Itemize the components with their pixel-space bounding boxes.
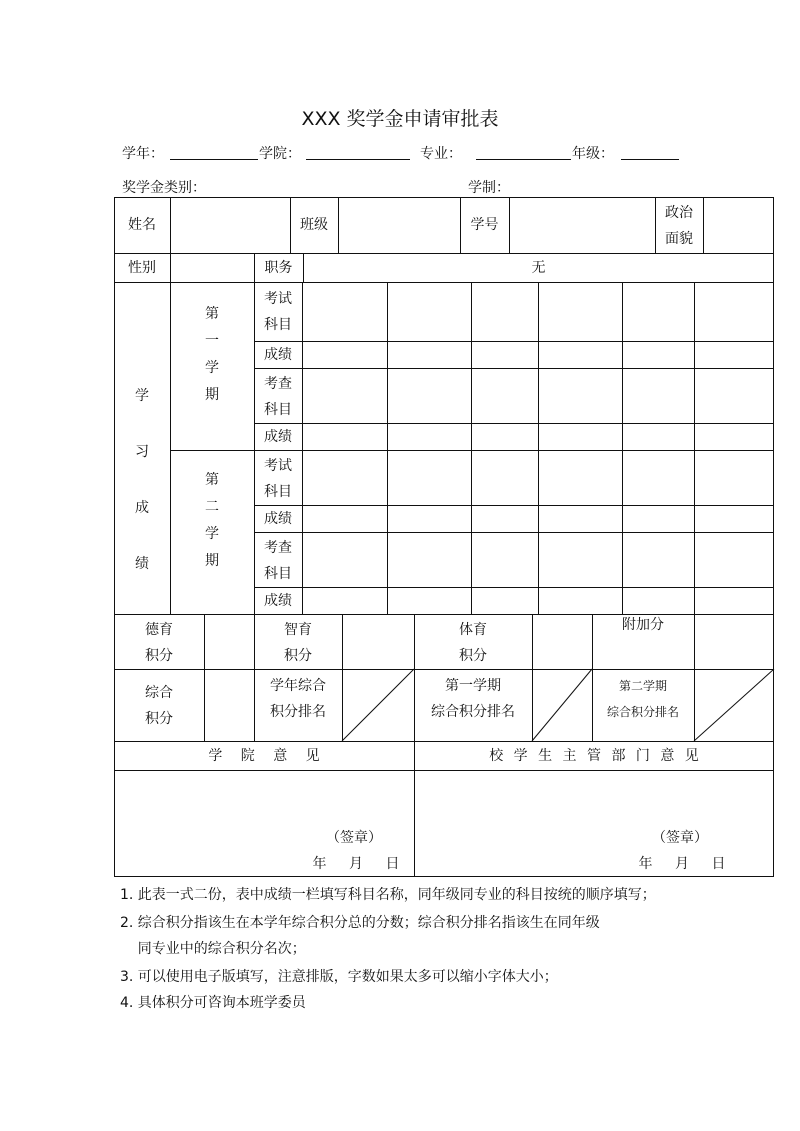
class-label: 班级 xyxy=(300,217,328,233)
note-1: 1. 此表一式二份，表中成绩一栏填写科目名称，同年级同专业的科目按统的顺序填写； xyxy=(120,887,656,903)
intel-points-label-2: 积分 xyxy=(284,648,312,664)
composite-label-1: 综合 xyxy=(145,685,173,701)
semester-1-label: 第 一 学 期 xyxy=(205,306,219,403)
intel-points-label-1: 智育 xyxy=(284,622,312,638)
score-label-2: 成绩 xyxy=(264,429,292,445)
exam-subject-label-2a: 考试 xyxy=(264,458,292,474)
score-label-4: 成绩 xyxy=(264,593,292,609)
check-subject-label-2b: 科目 xyxy=(264,566,292,582)
sem1-rank-label-1: 第一学期 xyxy=(445,678,501,694)
note-3: 3. 可以使用电子版填写，注意排版，字数如果太多可以缩小字体大小； xyxy=(120,969,558,985)
sem2-rank-label-1: 第二学期 xyxy=(618,679,667,693)
sem2-rank-label-2: 综合积分排名 xyxy=(606,705,679,719)
dept-date-label: 年 月 日 xyxy=(638,856,726,872)
sem1-rank-label-2: 综合积分排名 xyxy=(431,704,515,720)
page-title: XXX 奖学金申请审批表 xyxy=(301,108,499,130)
grade-label: 年级： xyxy=(572,146,614,162)
note-2: 2. 综合积分指该生在本学年综合积分总的分数；综合积分排名指该生在同年级 xyxy=(120,915,600,931)
moral-points-label-1: 德育 xyxy=(145,622,173,638)
position-value: 无 xyxy=(531,260,546,276)
major-label: 专业： xyxy=(420,146,462,162)
moral-points-label-2: 积分 xyxy=(145,648,173,664)
study-results-label: 学 习 成 绩 xyxy=(135,388,149,572)
dept-seal-label: （签章） xyxy=(652,830,708,846)
college-date-label: 年 月 日 xyxy=(312,856,400,872)
semester-2-label: 第 二 学 期 xyxy=(205,472,219,569)
college-opinion-label: 学 院 意 见 xyxy=(208,748,320,764)
dept-opinion-label: 校 学 生 主 管 部 门 意 见 xyxy=(489,748,699,764)
student-id-label: 学号 xyxy=(470,217,499,233)
political-label-2: 面貌 xyxy=(665,231,693,247)
extra-points-label: 附加分 xyxy=(622,617,664,633)
schooling-label: 学制： xyxy=(468,180,510,196)
college-seal-label: （签章） xyxy=(326,830,382,846)
score-label-1: 成绩 xyxy=(264,347,292,363)
gender-label: 性别 xyxy=(128,260,156,276)
year-rank-label-1: 学年综合 xyxy=(270,678,326,694)
name-label: 姓名 xyxy=(128,217,156,233)
exam-subject-label-2b: 科目 xyxy=(264,484,292,500)
pe-points-label-1: 体育 xyxy=(459,622,487,638)
check-subject-label-2a: 考查 xyxy=(264,540,292,556)
year-label: 学年： xyxy=(122,146,164,162)
check-subject-label-1a: 考查 xyxy=(264,376,292,392)
note-2-continued: 同专业中的综合积分名次； xyxy=(120,941,306,957)
scholarship-type-label: 奖学金类别： xyxy=(122,180,206,196)
position-label: 职务 xyxy=(264,260,293,276)
political-label-1: 政治 xyxy=(665,205,693,221)
exam-subject-label-1a: 考试 xyxy=(264,291,292,307)
year-rank-label-2: 积分排名 xyxy=(270,704,326,720)
college-label: 学院： xyxy=(259,146,301,162)
exam-subject-label-1b: 科目 xyxy=(264,317,292,333)
pe-points-label-2: 积分 xyxy=(459,648,487,664)
composite-label-2: 积分 xyxy=(145,711,173,727)
score-label-3: 成绩 xyxy=(264,511,292,527)
check-subject-label-1b: 科目 xyxy=(264,402,292,418)
note-4: 4. 具体积分可咨询本班学委员 xyxy=(120,995,306,1011)
